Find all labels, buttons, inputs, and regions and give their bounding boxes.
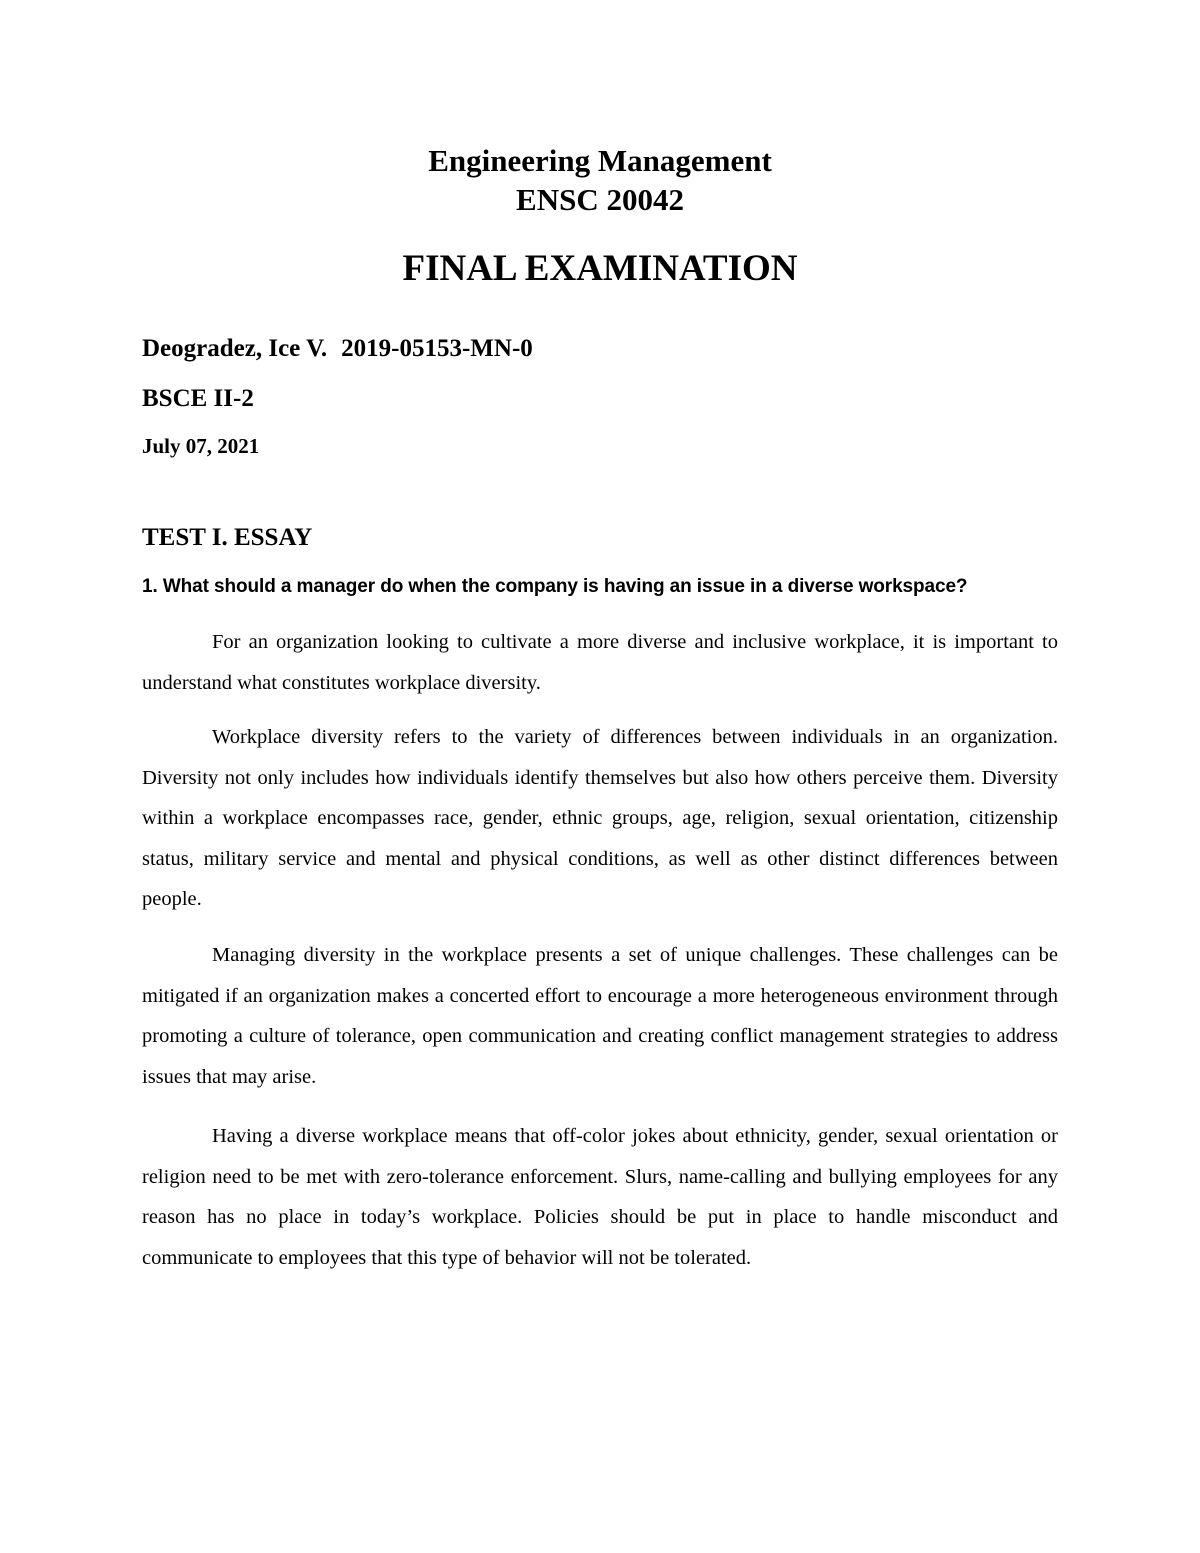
answer-paragraph: For an organization looking to cultivate a more diverse and inclusive workplace, it is important to understand what constitutes workplace diversity. — [142, 631, 1058, 694]
exam-date: July 07, 2021 — [142, 434, 260, 458]
answer-paragraph: Having a diverse workplace means that off-color jokes about ethnicity, gender, sexual orientation or religion need to be met with zero-tolerance enforcement. Slurs, name-calling and bullying employees for any reason has no place in today’s workplace. Policies should be put in place to handle misconduct and communicate to employees that this type of behavior will not be tolerated. — [142, 1125, 1058, 1269]
answer-paragraph: Managing diversity in the workplace presents a set of unique challenges. These challenges can be mitigated if an organization makes a concerted effort to encourage a more heterogeneous environment through promoting a culture of tolerance, open communication and creating conflict management strategies to address issues that may arise. — [142, 944, 1058, 1088]
student-info — [142, 333, 533, 365]
student-section: BSCE II-2 — [142, 385, 254, 412]
student-number: 2019-05153-MN-0 — [341, 335, 533, 362]
test-heading: TEST I. ESSAY — [142, 524, 313, 551]
course-code: ENSC 20042 — [516, 182, 684, 217]
answer-paragraph: Workplace diversity refers to the variety of differences between individuals in an organization. Diversity not only includes how individuals identify themselves but also how others perceive them. Diversity within a workplace encompasses race, gender, ethnic groups, age, religion, sexual orientation, citizenship status, military service and mental and physical conditions, as well as other distinct differences between people. — [142, 726, 1058, 910]
exam-title: FINAL EXAMINATION — [402, 248, 798, 289]
essay-question: 1. What should a manager do when the company is having an issue in a diverse workspace? — [142, 576, 968, 597]
student-name: Deogradez, Ice V. — [142, 335, 328, 362]
course-title: Engineering Management — [428, 143, 772, 178]
